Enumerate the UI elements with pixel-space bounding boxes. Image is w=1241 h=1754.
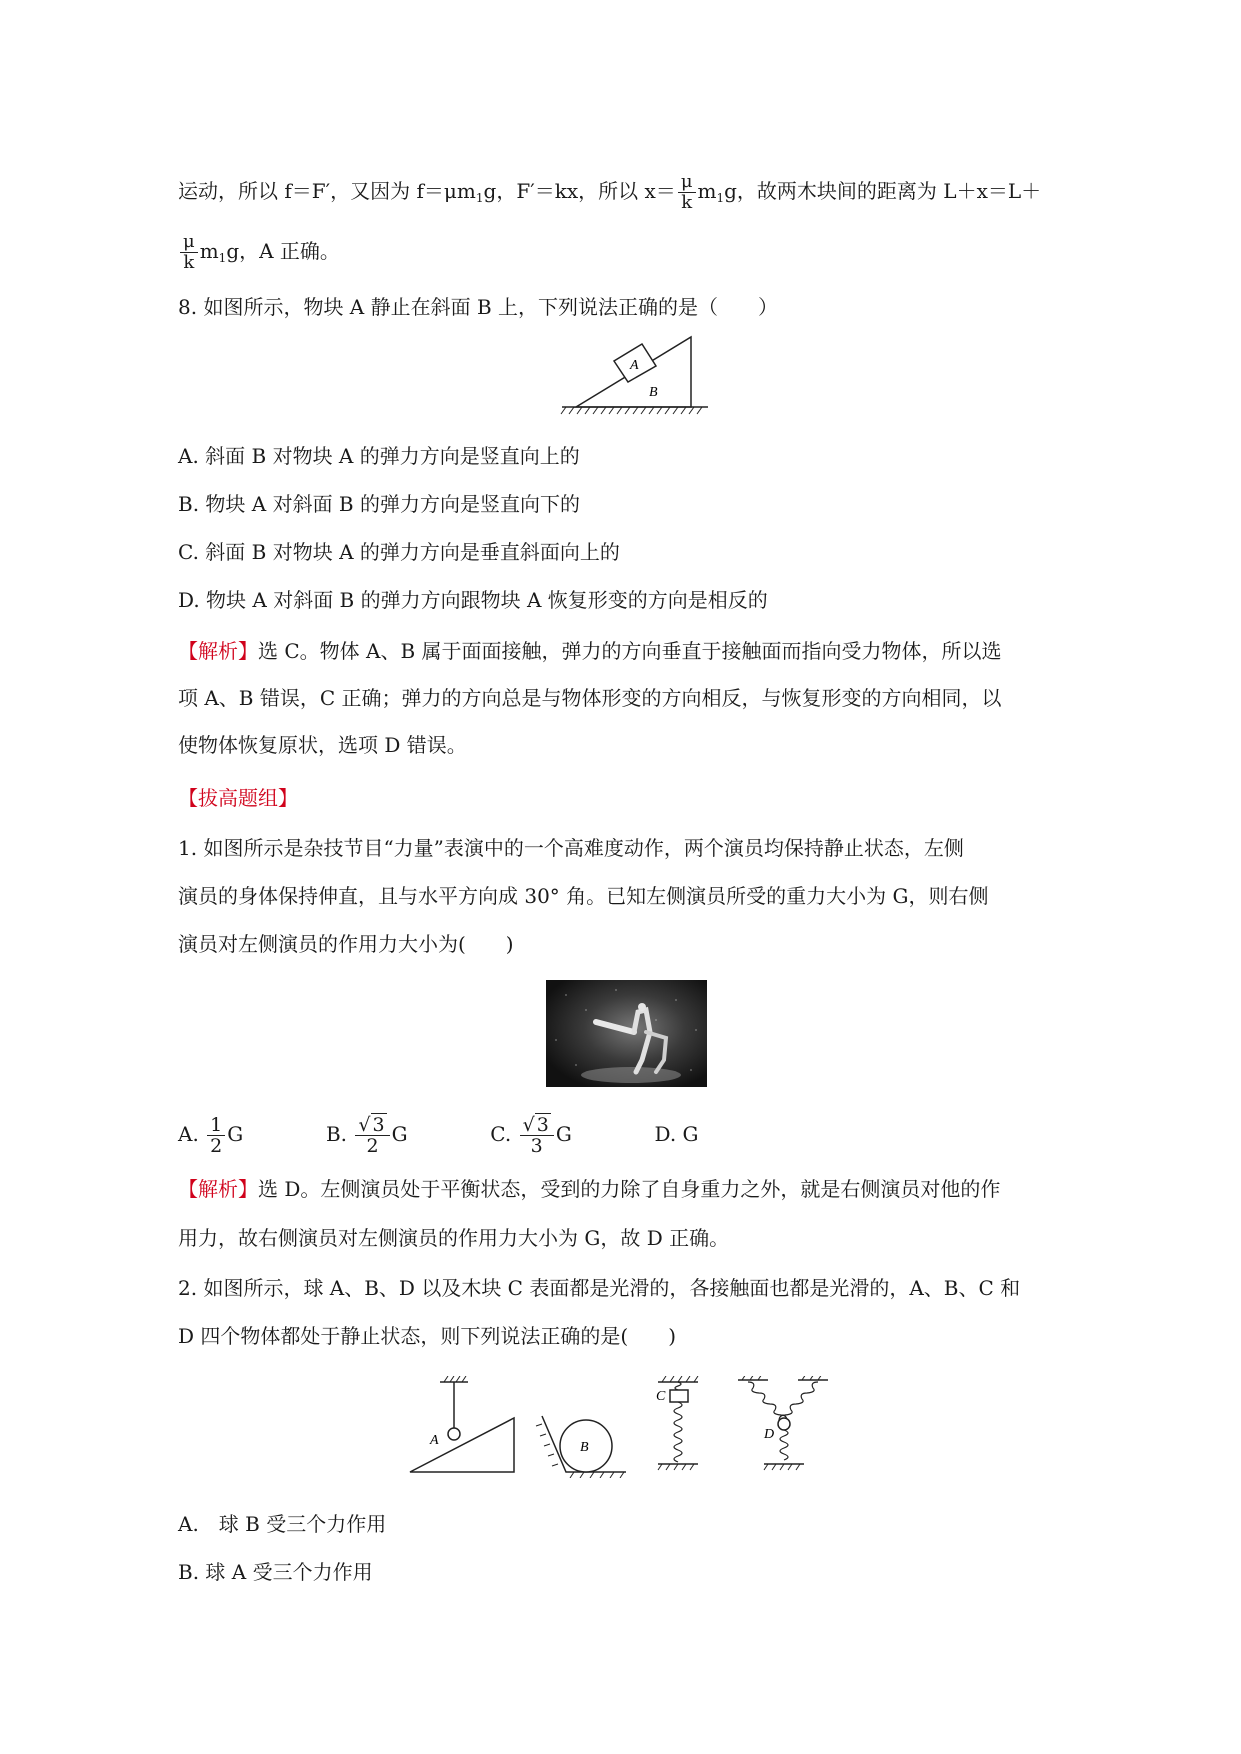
- radicand: 3: [536, 1114, 549, 1136]
- acrobat-silhouette: [546, 980, 707, 1087]
- acrobat-photo: [546, 980, 707, 1087]
- g-symbol: G: [227, 1122, 244, 1146]
- text-segment: m: [199, 239, 219, 263]
- text-segment: m: [697, 179, 717, 203]
- fraction-denominator: 2: [210, 1135, 223, 1157]
- fraction-root3-over-2: [355, 1115, 389, 1156]
- figure-c: [656, 1376, 698, 1470]
- option-c-label: C.: [490, 1122, 512, 1146]
- radicand: 3: [372, 1114, 385, 1136]
- fraction-denominator: 3: [530, 1135, 543, 1157]
- label-a: A: [430, 1433, 439, 1448]
- q2-stem-line-2: D 四个物体都处于静止状态，则下列说法正确的是( ): [178, 1324, 676, 1348]
- text-segment: g，F′＝kx，所以 x＝: [483, 179, 676, 203]
- analysis-tag: 【解析】: [178, 639, 258, 663]
- fraction-root3-over-3: [520, 1115, 554, 1156]
- fraction-numerator: μ: [180, 232, 198, 253]
- q8-analysis-line-3: 使物体恢复原状，选项 D 错误。: [178, 733, 467, 757]
- incline-figure: [548, 332, 708, 424]
- q8-option-a: A. 斜面 B 对物块 A 的弹力方向是竖直向上的: [178, 444, 580, 468]
- fraction-numerator: 1: [207, 1115, 225, 1136]
- q1-analysis-line-1: [178, 1175, 1000, 1203]
- option-b-label: B.: [325, 1122, 348, 1146]
- fraction-numerator: μ: [678, 172, 696, 193]
- figure-a: [410, 1376, 514, 1472]
- q2-option-b: B. 球 A 受三个力作用: [178, 1560, 373, 1584]
- q8-option-c: C. 斜面 B 对物块 A 的弹力方向是垂直斜面向上的: [178, 540, 620, 564]
- fraction-numerator: √ 3: [355, 1115, 389, 1136]
- q8-option-d: D. 物块 A 对斜面 B 的弹力方向跟物块 A 恢复形变的方向是相反的: [178, 588, 768, 612]
- q8-option-b: B. 物块 A 对斜面 B 的弹力方向是竖直向下的: [178, 492, 580, 516]
- figure-b: [536, 1416, 626, 1478]
- option-d: D. G: [654, 1122, 699, 1146]
- fraction-numerator: √ 3: [520, 1115, 554, 1136]
- question-8-stem: 8. 如图所示，物块 A 静止在斜面 B 上，下列说法正确的是（ ）: [178, 295, 779, 319]
- g-symbol: G: [391, 1122, 408, 1146]
- fraction-denominator: k: [183, 252, 195, 273]
- four-objects-figure: [408, 1376, 848, 1478]
- q1-stem-line-3: 演员对左侧演员的作用力大小为( ): [178, 932, 514, 956]
- solution-line-2: [178, 232, 340, 273]
- label-b: B: [649, 385, 658, 400]
- ground-hatch: [561, 407, 702, 414]
- label-d: D: [764, 1427, 775, 1442]
- q2-option-a: A. 球 B 受三个力作用: [178, 1512, 387, 1536]
- text-segment: g，故两木块间的距离为 L＋x＝L＋: [724, 179, 1042, 203]
- label-b: B: [580, 1440, 589, 1455]
- fraction-one-half: [207, 1115, 225, 1156]
- analysis-text: 选 D。左侧演员处于平衡状态，受到的力除了自身重力之外，就是右侧演员对他的作: [258, 1177, 1001, 1201]
- fraction-denominator: k: [681, 192, 693, 213]
- q1-stem-line-1: 1. 如图所示是杂技节目“力量”表演中的一个高难度动作，两个演员均保持静止状态，左侧: [178, 836, 964, 860]
- subscript: 1: [716, 191, 725, 205]
- q8-analysis-line-2: 项 A、B 错误，C 正确；弹力的方向总是与物体形变的方向相反，与恢复形变的方向相同，以: [178, 686, 1002, 710]
- analysis-tag: 【解析】: [178, 1177, 258, 1201]
- fraction-denominator: 2: [366, 1135, 379, 1157]
- subscript: 1: [218, 251, 227, 265]
- subscript: 1: [475, 191, 484, 205]
- g-symbol: G: [555, 1122, 572, 1146]
- q1-analysis-line-2: 用力，故右侧演员对左侧演员的作用力大小为 G，故 D 正确。: [178, 1226, 730, 1250]
- fraction-mu-over-k: [180, 232, 198, 273]
- q8-analysis-line-1: [178, 637, 1002, 665]
- text-segment: 运动，所以 f＝F′，又因为 f＝μm: [178, 179, 476, 203]
- label-c: C: [656, 1389, 666, 1404]
- figure-d: [738, 1376, 828, 1470]
- option-a-label: A.: [178, 1122, 199, 1146]
- section-heading: 【拔高题组】: [178, 786, 298, 810]
- label-a: A: [630, 358, 639, 373]
- solution-line-1: [178, 172, 1041, 213]
- text-segment: g，A 正确。: [226, 239, 340, 263]
- q1-options-row: [178, 1108, 699, 1160]
- q2-stem-line-1: 2. 如图所示，球 A、B、D 以及木块 C 表面都是光滑的，各接触面也都是光滑的，A、B、C 和: [178, 1276, 1021, 1300]
- analysis-text: 选 C。物体 A、B 属于面面接触，弹力的方向垂直于接触面而指向受力物体，所以选: [258, 639, 1002, 663]
- q1-stem-line-2: 演员的身体保持伸直，且与水平方向成 30° 角。已知左侧演员所受的重力大小为 G，则右侧: [178, 884, 989, 908]
- fraction-mu-over-k: [678, 172, 696, 213]
